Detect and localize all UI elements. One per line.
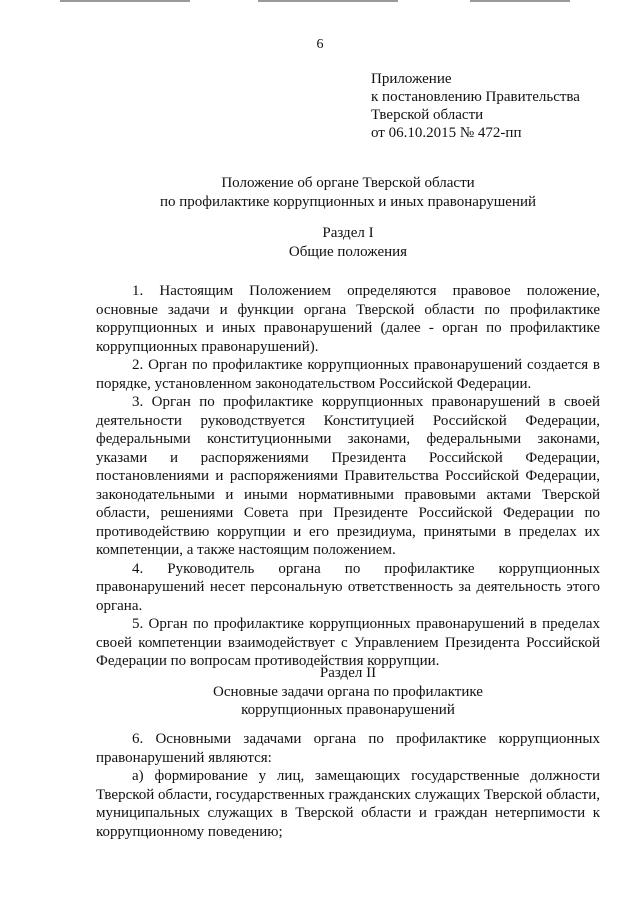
paragraph-6a: а) формирование у лиц, замещающих государственные должности Тверской области, государственных гражданских служащих Тверской области, муниципальных служащих в Тверской области и граждан нетерпимости к коррупционному поведению; <box>96 768 600 840</box>
appendix-region: Тверской области <box>371 107 484 123</box>
appendix-decree-ref: к постановлению Правительства <box>371 89 580 105</box>
paragraph-4: 4. Руководитель органа по профилактике коррупционных правонарушений несет персональную ответственность за деятельность этого органа. <box>96 560 600 614</box>
top-scan-edge <box>470 0 570 2</box>
section-number: Раздел II <box>319 665 377 681</box>
section-title: коррупционных правонарушений <box>241 702 455 718</box>
appendix-header <box>371 70 580 142</box>
document-title-line: по профилактике коррупционных и иных правонарушений <box>159 193 537 210</box>
document-title <box>96 174 600 211</box>
section-1-heading <box>96 224 600 261</box>
section-title: Основные задачи органа по профилактике <box>213 683 483 700</box>
section-1-body <box>96 282 600 671</box>
section-number: Раздел I <box>322 225 374 241</box>
paragraph-3: 3. Орган по профилактике коррупционных правонарушений в своей деятельности руководствуется Конституцией Российской Федерации, федеральными конституционными законами, федеральными законами, указами и распоряжениями Президента Российской Федерации, постановлениями и распоряжениями Правительства Российской Федерации, законодательными и иными нормативными правовыми актами Тверской области, решениями Совета при Президенте Российской Федерации по противодействию коррупции и его президиума, принятыми в пределах их компетенции, а также настоящим положением. <box>96 394 600 558</box>
section-2-heading <box>96 664 600 720</box>
top-scan-edge <box>258 0 398 2</box>
appendix-label: Приложение <box>371 71 452 87</box>
paragraph-2: 2. Орган по профилактике коррупционных правонарушений создается в порядке, установленном законодательством Российской Федерации. <box>96 357 600 392</box>
document-title-line: Положение об органе Тверской области <box>221 175 475 191</box>
paragraph-1: 1. Настоящим Положением определяются правовое положение, основные задачи и функции органа Тверской области по профилактике коррупционных и иных правонарушений (далее - орган по профилактике коррупционных правонарушений). <box>96 283 600 355</box>
section-2-body <box>96 730 600 841</box>
page-number: 6 <box>316 37 324 52</box>
paragraph-5: 5. Орган по профилактике коррупционных правонарушений в пределах своей компетенции взаимодействует с Управлением Президента Российской Федерации по вопросам противодействия коррупции. <box>96 616 600 669</box>
section-title: Общие положения <box>288 243 408 260</box>
appendix-date-number: от 06.10.2015 № 472-пп <box>371 125 522 141</box>
top-scan-edge <box>60 0 190 2</box>
paragraph-6: 6. Основными задачами органа по профилактике коррупционных правонарушений являются: <box>96 731 600 766</box>
